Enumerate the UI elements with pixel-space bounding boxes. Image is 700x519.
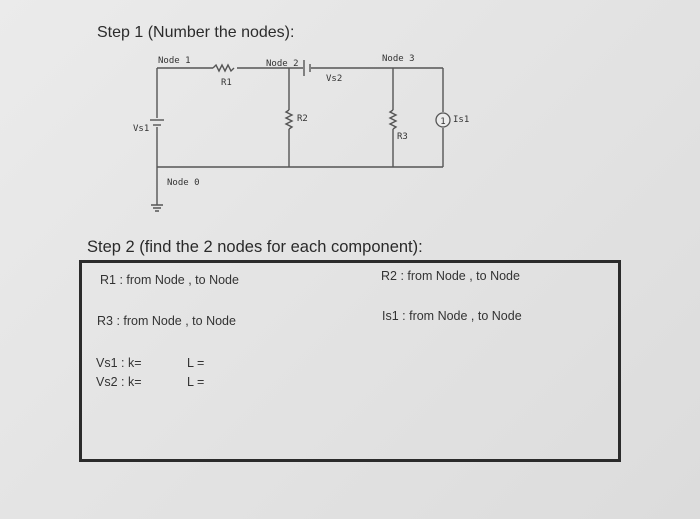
label-node-2: Node 2 <box>266 59 299 69</box>
question-l2: L = <box>187 375 205 389</box>
label-r2: R2 <box>297 114 308 124</box>
label-is1: Is1 <box>453 115 470 125</box>
answer-box <box>79 260 621 462</box>
question-r2: R2 : from Node , to Node <box>381 269 520 283</box>
question-l1: L = <box>187 356 205 370</box>
label-r3: R3 <box>397 132 408 142</box>
question-is1: Is1 : from Node , to Node <box>382 309 522 323</box>
resistor-r1-symbol <box>213 65 234 71</box>
resistor-r3-symbol <box>390 110 396 129</box>
ground-symbol <box>151 205 163 211</box>
step2-title: Step 2 (find the 2 nodes for each component): <box>87 238 423 256</box>
question-r3: R3 : from Node , to Node <box>97 314 236 328</box>
label-vs1: Vs1 <box>133 124 150 134</box>
resistor-r2-symbol <box>286 110 292 129</box>
label-node-3: Node 3 <box>382 54 415 64</box>
is1-symbol-glyph: 1 <box>440 117 446 127</box>
question-r1: R1 : from Node , to Node <box>100 273 239 287</box>
label-node-1: Node 1 <box>158 56 191 66</box>
label-r1: R1 <box>221 78 232 88</box>
label-vs2: Vs2 <box>326 74 343 84</box>
question-vs1-k: Vs1 : k= <box>96 356 142 370</box>
label-node-0: Node 0 <box>167 178 200 188</box>
question-vs2-k: Vs2 : k= <box>96 375 142 389</box>
step1-title: Step 1 (Number the nodes): <box>97 24 295 41</box>
